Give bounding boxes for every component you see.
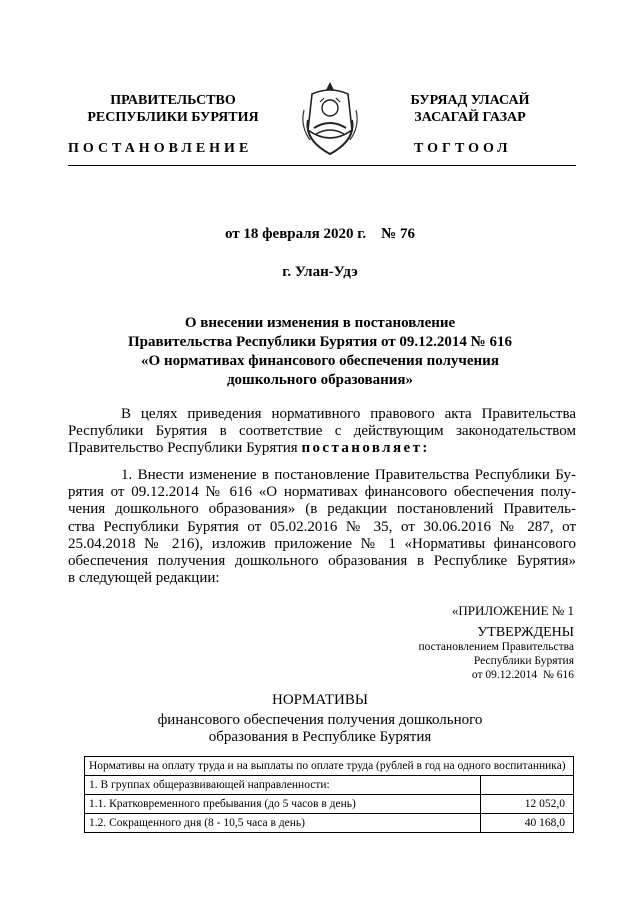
- coat-of-arms-emblem: [300, 80, 360, 156]
- date-number-line: от 18 февраля 2020 г. № 76: [224, 226, 415, 242]
- table-row: [85, 757, 574, 776]
- issuer-russian-line1: ПРАВИТЕЛЬСТВО: [110, 93, 236, 108]
- preamble-paragraph: [68, 406, 576, 458]
- table-value-cell: 40 168,0: [481, 814, 574, 833]
- norms-subtitle-line: финансового обеспечения получения дошкольного: [157, 712, 483, 728]
- approved-by-block: [418, 640, 574, 682]
- norms-subtitle-line: образования в Республике Бурятия: [208, 729, 432, 745]
- table-label-cell: 1.1. Кратковременного пребывания (до 5 часов в день): [85, 795, 481, 814]
- title-line: дошкольного образования»: [226, 372, 414, 388]
- preamble-line: В целях приведения нормативного правового акта Правительства: [121, 406, 576, 422]
- table-header-cell: Нормативы на оплату труда и на выплаты по оплате труда (рублей в год на одного воспитанника): [85, 757, 574, 776]
- issuer-russian-line2: РЕСПУБЛИКИ БУРЯТИЯ: [87, 110, 259, 125]
- approved-label: УТВЕРЖДЕНЫ: [477, 625, 574, 640]
- appendix-label: «ПРИЛОЖЕНИЕ № 1: [451, 603, 574, 618]
- preamble-line: [68, 440, 576, 457]
- clause-line: 1. Внести изменение в постановление Правительства Республики Бу-: [121, 467, 576, 483]
- clause-line: обеспечения получения дошкольного образования в Республике Бурятия»: [68, 553, 576, 570]
- issuer-buryat-line2: ЗАСАГАЙ ГАЗАР: [414, 110, 526, 125]
- norms-subtitle: [0, 712, 640, 746]
- title-line: О внесении изменения в постановление: [184, 315, 456, 331]
- table-section-cell: 1. В группах общеразвивающей направленности:: [85, 776, 481, 795]
- issuer-russian: [78, 92, 268, 126]
- document-title: [0, 314, 640, 390]
- table-row: [85, 776, 574, 795]
- table-row: [85, 814, 574, 833]
- clause-line: в следующей редакции:: [68, 570, 220, 587]
- title-line: Правительства Республики Бурятия от 09.12.2014 № 616: [127, 334, 512, 350]
- table-value-cell: [481, 776, 574, 795]
- resolves-keyword: постановляет:: [301, 440, 430, 457]
- clause-line: ства Республики Бурятия от 05.02.2016 № 35, от 30.06.2016 № 287, от: [68, 518, 576, 535]
- table-row: [85, 795, 574, 814]
- preamble-line: Республики Бурятия в соответствие с действующим законодательством: [68, 423, 576, 440]
- clause-line: чения дошкольного образования» (в редакции постановлений Правитель-: [68, 501, 576, 518]
- clause-line: рятия от 09.12.2014 № 616 «О нормативах финансового обеспечения полу-: [68, 484, 576, 501]
- preamble-prefix: Правительство Республики Бурятия: [68, 440, 302, 457]
- table-value-cell: 12 052,0: [481, 795, 574, 814]
- title-line: «О нормативах финансового обеспечения получения: [141, 353, 499, 369]
- city-line: г. Улан-Удэ: [282, 264, 358, 280]
- clause-1-paragraph: [68, 467, 576, 587]
- approved-by-line: Республики Бурятия: [473, 655, 574, 667]
- norms-table: [84, 756, 574, 833]
- issuer-buryat-line1: БУРЯАД УЛАСАЙ: [410, 93, 530, 108]
- doc-type-russian: ПОСТАНОВЛЕНИЕ: [68, 141, 253, 156]
- norms-title: НОРМАТИВЫ: [272, 692, 368, 708]
- clause-line: 25.04.2018 № 216), изложив приложение № 1 «Нормативы финансового: [68, 535, 576, 552]
- approved-by-line: постановлением Правительства: [418, 641, 574, 653]
- issuer-buryat: [390, 92, 550, 126]
- doc-type-buryat: ТОГТООЛ: [414, 141, 512, 156]
- approved-by-line: от 09.12.2014 № 616: [471, 669, 574, 681]
- table-label-cell: 1.2. Сокращенного дня (8 - 10,5 часа в день): [85, 814, 481, 833]
- header-divider: [68, 165, 576, 166]
